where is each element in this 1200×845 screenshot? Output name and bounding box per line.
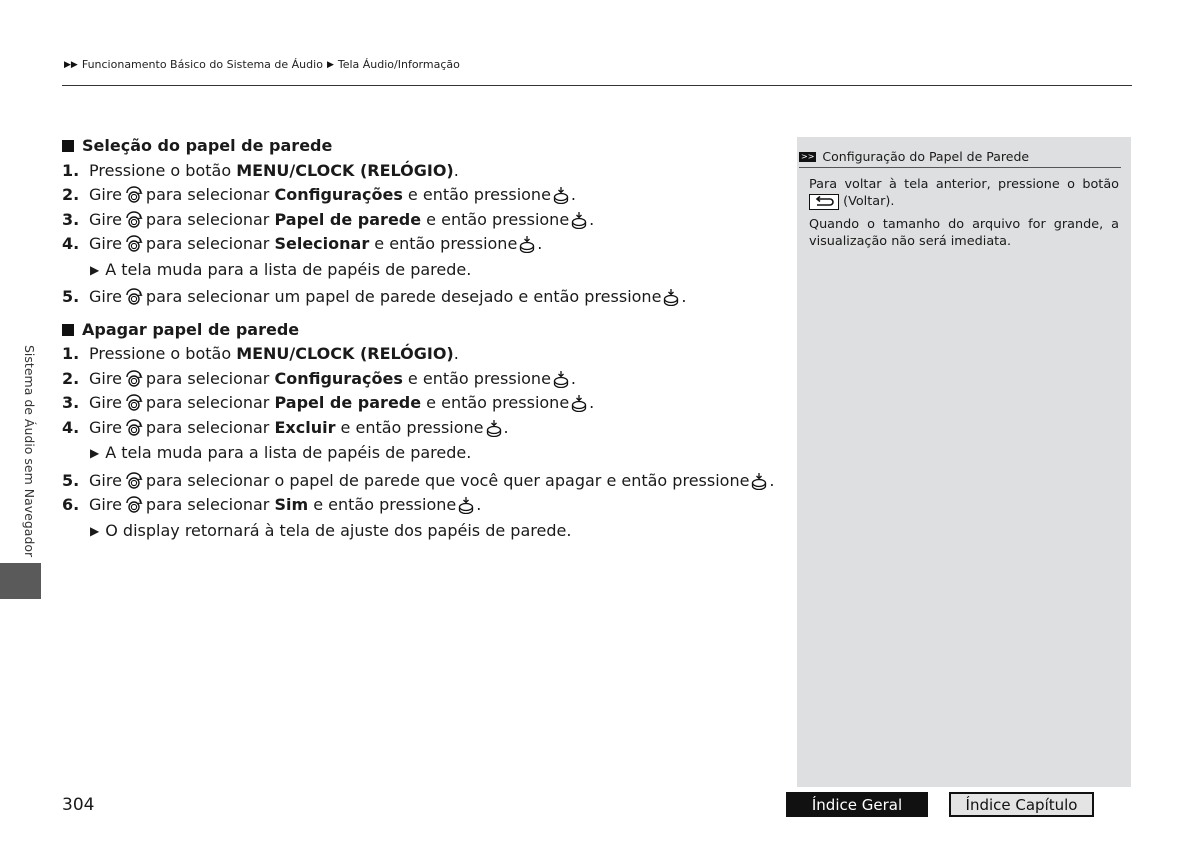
selector-knob-rotate-icon (124, 495, 144, 515)
selector-knob-press-icon (552, 186, 570, 204)
chapter-tab-marker (0, 563, 41, 599)
step-6: 6. Gire para selecionar Sim e então pressione . (62, 495, 482, 514)
back-button-icon (809, 194, 839, 210)
step-3: 3. Gire para selecionar Papel de parede e então pressione . (62, 393, 595, 412)
reference-marker-icon: >> (801, 151, 815, 161)
selector-knob-rotate-icon (124, 234, 144, 254)
breadcrumb-part-1: Funcionamento Básico do Sistema de Áudio (81, 58, 323, 71)
step-1: 1. Pressione o botão MENU/CLOCK (RELÓGIO) . (62, 344, 459, 363)
chapter-index-button[interactable]: Índice Capítulo (949, 792, 1094, 817)
step-5: 5. Gire para selecionar um papel de parede desejado e então pressione . (62, 287, 687, 306)
step-4-result-note: ▶ A tela muda para a lista de papéis de parede. (62, 441, 782, 466)
main-content (62, 134, 782, 546)
section-title-delete: Apagar papel de parede (62, 318, 782, 343)
sidebar-paragraph-1: Para voltar à tela anterior, pressione o botão (Voltar). (809, 177, 1119, 209)
section-title-selection: Seleção do papel de parede (62, 134, 782, 159)
selector-knob-rotate-icon (124, 471, 144, 491)
step-4: 4. Gire para selecionar Excluir e então pressione . (62, 417, 509, 437)
triangle-icon: ▶ (326, 59, 334, 70)
step-2: 2. Gire para selecionar Configurações e então pressione . (62, 185, 577, 204)
sidebar-paragraph-2: Quando o tamanho do arquivo for grande, a visualização não será imediata. (809, 217, 1119, 249)
square-bullet-icon (62, 140, 74, 152)
selector-knob-press-icon (518, 235, 536, 253)
double-triangle-icon: ▶▶ (64, 59, 78, 70)
selector-knob-press-icon (457, 496, 475, 514)
result-arrow-icon: ▶ (90, 523, 100, 538)
step-1: 1. Pressione o botão MENU/CLOCK (RELÓGIO) . (62, 160, 459, 180)
step-4: 4. Gire para selecionar Selecionar e então pressione . (62, 234, 543, 253)
chapter-side-label: Sistema de Áudio sem Navegador (22, 345, 37, 558)
page-number: 304 (62, 795, 95, 815)
selector-knob-rotate-icon (124, 418, 144, 438)
breadcrumb (64, 58, 460, 71)
result-arrow-icon: ▶ (90, 446, 100, 460)
sidebar-body (809, 176, 1119, 250)
selector-knob-press-icon (552, 370, 570, 388)
selector-knob-press-icon (750, 472, 768, 490)
sidebar-notes-panel (797, 137, 1131, 787)
sidebar-title: >> Configuração do Papel de Parede (799, 149, 1121, 168)
step-2: 2. Gire para selecionar Configurações e então pressione . (62, 368, 577, 388)
selector-knob-rotate-icon (124, 287, 144, 307)
step-3: 3. Gire para selecionar Papel de parede e então pressione . (62, 209, 595, 229)
selector-knob-press-icon (662, 288, 680, 306)
selector-knob-rotate-icon (124, 185, 144, 205)
breadcrumb-part-2: Tela Áudio/Informação (337, 58, 460, 71)
step-6-result-note: ▶ O display retornará à tela de ajuste dos papéis de parede. (62, 519, 782, 544)
step-5: 5. Gire para selecionar o papel de parede que você quer apagar e então pressione . (62, 470, 775, 490)
general-index-button[interactable]: Índice Geral (786, 792, 928, 817)
selector-knob-rotate-icon (124, 210, 144, 230)
selector-knob-press-icon (570, 211, 588, 229)
header-divider (62, 85, 1132, 86)
selector-knob-press-icon (570, 394, 588, 412)
result-arrow-icon: ▶ (90, 262, 100, 277)
selector-knob-press-icon (485, 419, 503, 437)
selector-knob-rotate-icon (124, 393, 144, 413)
selector-knob-rotate-icon (124, 369, 144, 389)
square-bullet-icon (62, 324, 74, 336)
step-4-result-note: ▶ A tela muda para a lista de papéis de parede. (62, 258, 782, 283)
